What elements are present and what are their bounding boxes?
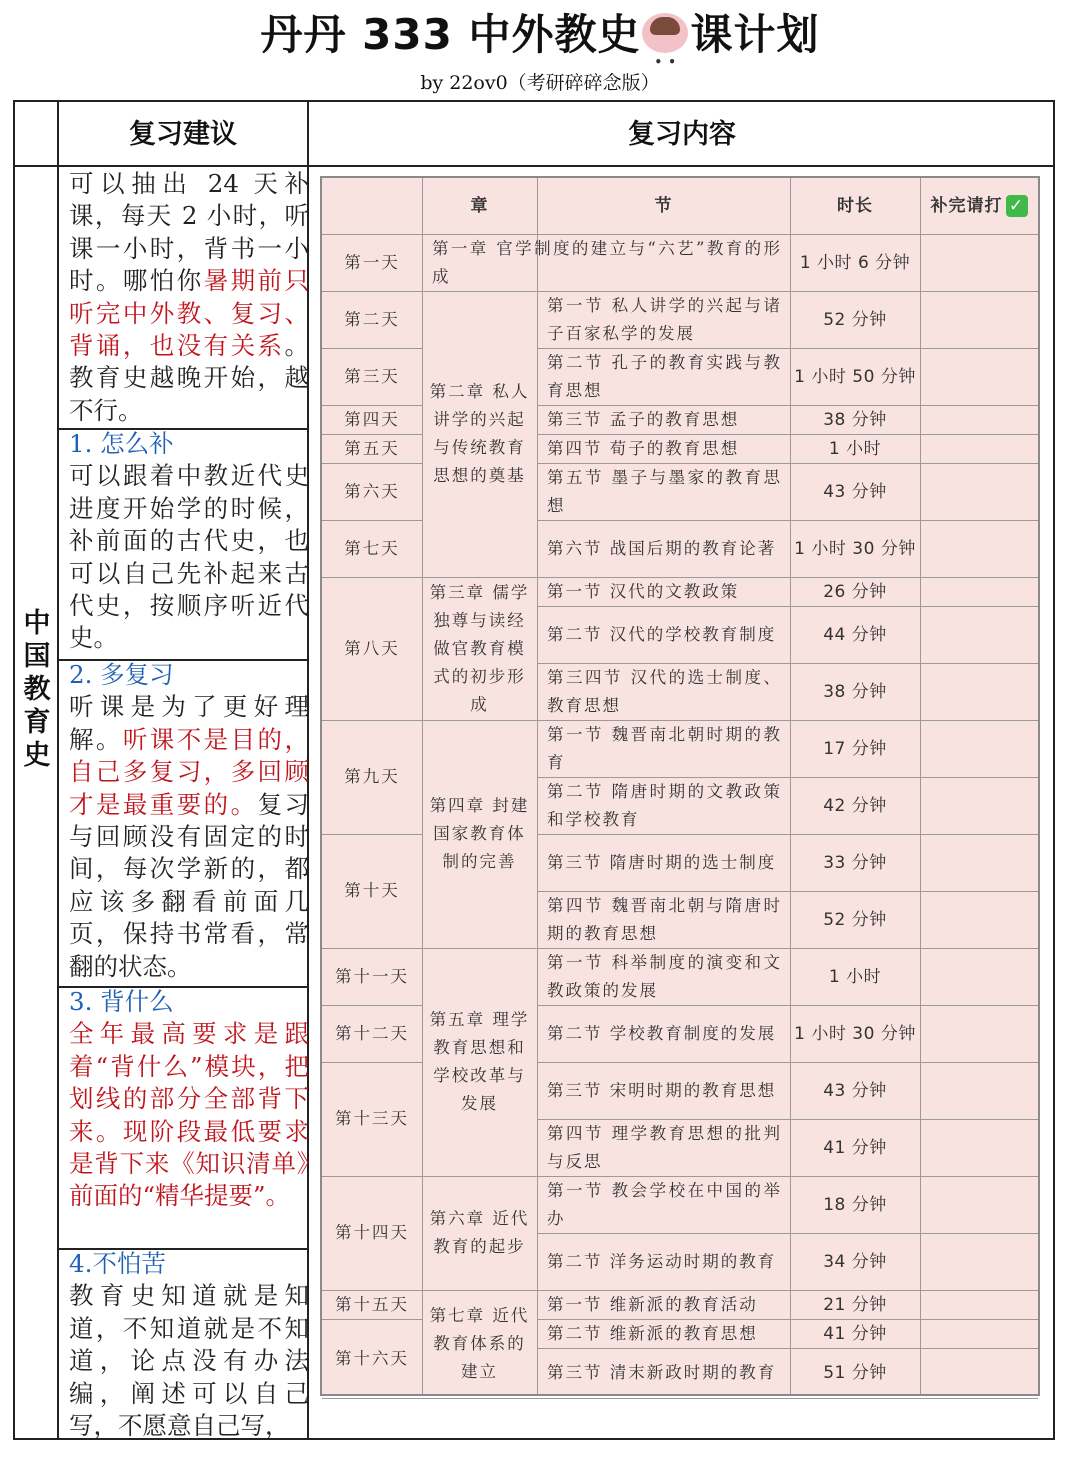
section-title: 1. 怎么补 [69, 429, 174, 458]
day-cell: 第七天 [344, 538, 400, 558]
day-cell: 第十五天 [335, 1294, 409, 1314]
advice-section-3 [69, 986, 309, 1213]
done-checkbox[interactable] [920, 234, 1038, 291]
section-text: 教育史知道就是知道，不知道就是不知道，论点没有办法编，阐述可以自己写，不愿意自己写， [69, 1281, 309, 1441]
duration-cell: 52 分钟 [823, 909, 887, 930]
done-checkbox[interactable] [920, 577, 1038, 606]
done-checkbox[interactable] [920, 948, 1038, 1005]
section-highlight: 全年最高要求是跟着“背什么”模块，把划线的部分全部背下来。现阶段最低要求是背下来《知识清单》前面的“精华提要”。 [69, 1019, 309, 1211]
section-text: 听课是为了更好理解。 [69, 692, 309, 754]
duration-cell: 41 分钟 [823, 1137, 887, 1158]
section-cell: 第三节 清末新政时期的教育 [547, 1363, 777, 1382]
section-cell: 第三节 孟子的教育思想 [547, 409, 740, 429]
section-title: 4.不怕苦 [69, 1249, 166, 1278]
advice-text: 可以抽出 24 天补课，每天 2 小时，听课一小时，背书一小时。哪怕你 [69, 169, 309, 296]
done-checkbox[interactable] [920, 1319, 1038, 1348]
section-cell: 第四节 魏晋南北朝与隋唐时期的教育思想 [547, 895, 782, 943]
header-chapter: 章 [470, 196, 489, 216]
advice-intro [69, 168, 309, 427]
section-cell: 第一节 魏晋南北朝时期的教育 [547, 724, 782, 772]
duration-cell: 1 小时 30 分钟 [794, 1023, 916, 1044]
title-right: 课计划 [690, 10, 820, 59]
grid-line [422, 1398, 537, 1399]
chapter-cell: 第五章 理学教育思想和学校改革与发展 [429, 1010, 530, 1113]
section-cell: 第四节 理学教育思想的批判与反思 [547, 1123, 782, 1171]
header-done-label: 补完请打 [930, 196, 1003, 216]
done-checkbox[interactable] [920, 1176, 1038, 1233]
grid-line [537, 1398, 790, 1399]
done-checkbox[interactable] [920, 777, 1038, 834]
section-cell: 第六节 战国后期的教育论著 [547, 538, 777, 558]
avatar-sticker-icon [642, 13, 688, 53]
day-cell: 第十二天 [335, 1023, 409, 1043]
chapter-cell: 第三章 儒学独尊与读经做官教育模式的初步形成 [429, 582, 530, 714]
section-cell: 第二节 孔子的教育实践与教育思想 [547, 352, 782, 400]
day-cell: 第二天 [344, 309, 400, 329]
day-cell: 第三天 [344, 366, 400, 386]
duration-cell: 17 分钟 [823, 738, 887, 759]
done-checkbox[interactable] [920, 1233, 1038, 1290]
section-cell: 第二节 隋唐时期的文教政策和学校教育 [547, 781, 782, 829]
day-cell: 第十三天 [335, 1109, 409, 1128]
day-cell: 第四天 [344, 409, 400, 429]
section-cell: 第一节 科举制度的演变和文教政策的发展 [547, 952, 782, 1000]
duration-cell: 18 分钟 [823, 1194, 887, 1215]
subject-char: 史 [23, 740, 51, 771]
day-cell: 第十四天 [335, 1223, 409, 1242]
section-text: 可以跟着中教近代史进度开始学的时候，补前面的古代史，也可以自己先补起来古代史，按顺序听近代史。 [69, 461, 309, 653]
duration-cell: 33 分钟 [823, 852, 887, 873]
done-checkbox[interactable] [920, 348, 1038, 405]
chapter-cell: 第二章 私人讲学的兴起与传统教育思想的奠基 [429, 382, 530, 485]
section-text: 复习与回顾没有固定的时间，每次学新的，都应该多翻看前面几页，保持书常看，常翻的状态。 [69, 789, 309, 981]
done-checkbox[interactable] [920, 1348, 1038, 1398]
duration-cell: 21 分钟 [823, 1294, 887, 1315]
done-checkbox[interactable] [920, 834, 1038, 891]
duration-cell: 52 分钟 [823, 309, 887, 330]
title-left: 丹丹 333 中外教史 [260, 10, 641, 59]
section-cell: 第三节 隋唐时期的选士制度 [547, 852, 777, 872]
done-checkbox[interactable] [920, 663, 1038, 720]
subject-char: 教 [23, 674, 51, 705]
section-cell: 第三四节 汉代的选士制度、教育思想 [547, 667, 782, 715]
section-cell: 第三节 宋明时期的教育思想 [547, 1080, 777, 1100]
section-cell: 第二节 学校教育制度的发展 [547, 1023, 777, 1043]
duration-cell: 34 分钟 [823, 1251, 887, 1272]
duration-cell: 1 小时 6 分钟 [799, 252, 911, 273]
duration-cell: 38 分钟 [823, 681, 887, 702]
day-cell: 第十天 [344, 881, 400, 900]
done-checkbox[interactable] [920, 463, 1038, 520]
duration-cell: 42 分钟 [823, 795, 887, 816]
section-highlight: 听课不是目的，自己多复习，多回顾才是最重要的。 [69, 724, 309, 819]
day-cell: 第六天 [344, 481, 400, 501]
advice-section-1 [69, 428, 309, 655]
schedule-table [320, 176, 1040, 1396]
done-checkbox[interactable] [920, 1005, 1038, 1062]
section-cell: 第一节 私人讲学的兴起与诸子百家私学的发展 [547, 295, 782, 343]
page-subtitle: by 22ov0（考研碎碎念版） [420, 72, 660, 94]
done-checkbox[interactable] [920, 1119, 1038, 1176]
advice-text: 。教育史越晚开始，越不行。 [69, 331, 309, 425]
grid-line [790, 1398, 1038, 1399]
duration-cell: 43 分钟 [823, 1080, 887, 1101]
duration-cell: 51 分钟 [823, 1363, 887, 1383]
section-cell: 第五节 墨子与墨家的教育思想 [547, 467, 782, 515]
duration-cell: 41 分钟 [823, 1323, 887, 1344]
day-cell: 第十一天 [335, 966, 409, 986]
section-cell: 第二节 维新派的教育思想 [547, 1323, 758, 1343]
check-icon: ✓ [1006, 195, 1028, 217]
advice-header: 复习建议 [129, 119, 237, 150]
day-cell: 第九天 [344, 767, 400, 786]
advice-section-2 [69, 659, 309, 983]
advice-highlight: 暑期前只听完中外教、复习、背诵，也没有关系 [69, 266, 309, 361]
header-done [920, 178, 1038, 234]
section-cell: 第四节 荀子的教育思想 [547, 438, 740, 458]
duration-cell: 26 分钟 [823, 581, 887, 602]
subject-char: 国 [23, 641, 51, 672]
section-cell: 第二节 汉代的学校教育制度 [547, 624, 777, 644]
done-checkbox[interactable] [920, 606, 1038, 663]
duration-cell: 43 分钟 [823, 481, 887, 502]
duration-cell: 1 小时 [828, 438, 882, 459]
done-checkbox[interactable] [920, 720, 1038, 777]
duration-cell: 1 小时 30 分钟 [794, 538, 916, 559]
day-cell: 第八天 [344, 638, 400, 658]
header-duration: 时长 [837, 196, 873, 216]
day-cell: 第一天 [344, 252, 400, 272]
done-checkbox[interactable] [920, 1290, 1038, 1319]
done-checkbox[interactable] [920, 291, 1038, 348]
subject-char: 中 [23, 608, 51, 639]
done-checkbox[interactable] [920, 434, 1038, 463]
advice-section-4 [69, 1248, 309, 1442]
done-checkbox[interactable] [920, 520, 1038, 577]
duration-cell: 1 小时 50 分钟 [794, 366, 916, 387]
day-cell: 第五天 [344, 438, 400, 458]
section-title: 2. 多复习 [69, 660, 174, 689]
day-cell: 第十六天 [335, 1348, 409, 1368]
chapter-cell: 第四章 封建国家教育体制的完善 [429, 796, 530, 871]
grid-line [322, 1398, 422, 1399]
done-checkbox[interactable] [920, 891, 1038, 948]
section-title: 3. 背什么 [69, 987, 174, 1016]
duration-cell: 44 分钟 [823, 624, 887, 645]
subject-char: 育 [23, 707, 51, 738]
content-header: 复习内容 [628, 119, 736, 150]
section-cell: 第一节 教会学校在中国的举办 [547, 1180, 782, 1228]
chapter-cell: 第一章 官学制度的建立与“六艺”教育的形成 [432, 238, 782, 286]
duration-cell: 38 分钟 [823, 409, 887, 430]
section-cell: 第一节 维新派的教育活动 [547, 1294, 758, 1314]
chapter-cell: 第七章 近代教育体系的建立 [429, 1306, 530, 1381]
section-cell: 第二节 洋务运动时期的教育 [547, 1251, 777, 1271]
done-checkbox[interactable] [920, 405, 1038, 434]
done-checkbox[interactable] [920, 1062, 1038, 1119]
chapter-cell: 第六章 近代教育的起步 [429, 1209, 530, 1256]
section-cell: 第一节 汉代的文教政策 [547, 581, 740, 601]
header-section: 节 [654, 196, 673, 216]
subject-label [15, 607, 59, 772]
duration-cell: 1 小时 [828, 966, 882, 987]
page-title [0, 4, 1080, 66]
